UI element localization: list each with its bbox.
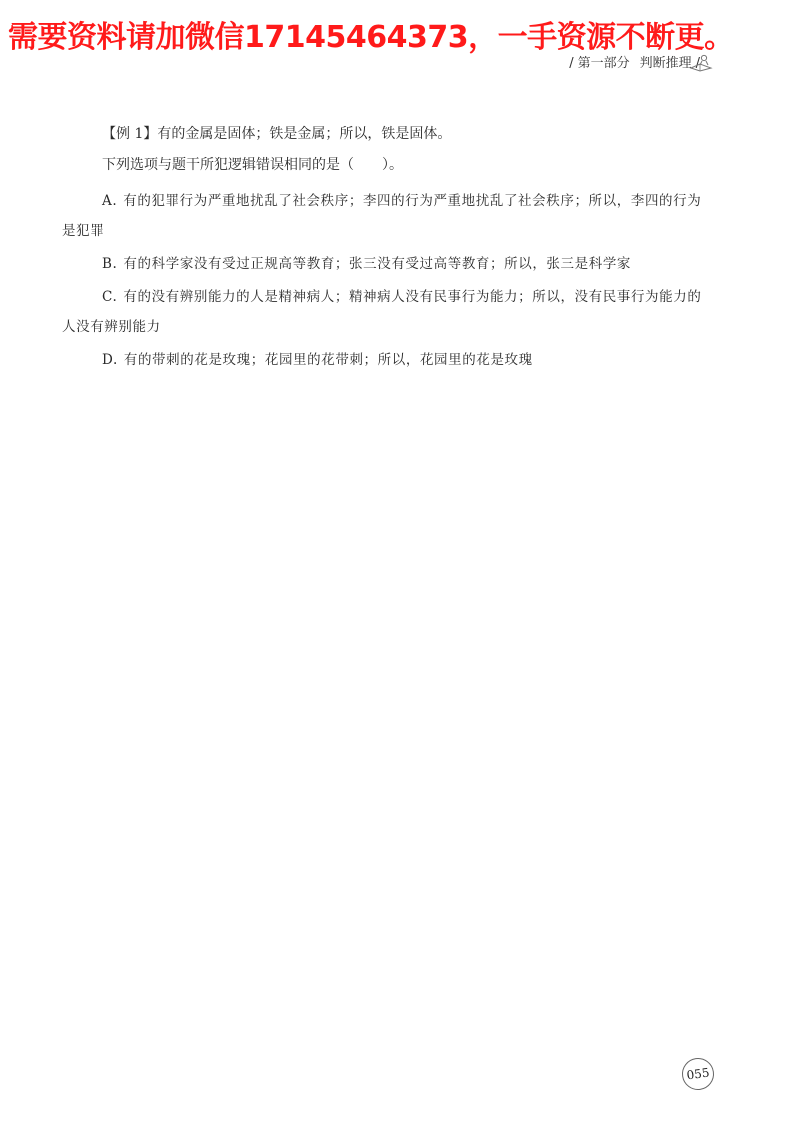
- option-d-text: 有的带刺的花是玫瑰；花园里的花带刺；所以，花园里的花是玫瑰: [123, 352, 533, 368]
- option-a-text: 有的犯罪行为严重地扰乱了社会秩序；李四的行为严重地扰乱了社会秩序；所以，李四的行为是犯罪: [62, 193, 702, 239]
- option-c-text: 有的没有辨别能力的人是精神病人；精神病人没有民事行为能力；所以，没有民事行为能力的人没有辨别能力: [62, 289, 702, 335]
- option-a: [62, 186, 712, 246]
- running-head-part: 第一部分: [577, 56, 630, 71]
- page-number: 055: [680, 1056, 716, 1092]
- running-head-slash-left: /: [569, 56, 574, 71]
- reading-figure-icon: [688, 53, 714, 73]
- option-a-label: A.: [102, 193, 118, 209]
- option-list: [62, 186, 712, 375]
- example-label: 【例 1】: [102, 126, 158, 142]
- option-d: [62, 345, 712, 375]
- option-b-text: 有的科学家没有受过正规高等教育；张三没有受过高等教育；所以，张三是科学家: [123, 256, 632, 272]
- example-premise: [62, 124, 712, 144]
- question-block: [62, 124, 712, 378]
- option-b: [62, 249, 712, 279]
- running-head: [565, 52, 704, 71]
- option-b-label: B.: [102, 256, 118, 272]
- example-premise-text: 有的金属是固体；铁是金属；所以，铁是固体。: [157, 126, 452, 142]
- option-d-label: D.: [102, 352, 118, 368]
- running-head-slash-right: /: [695, 56, 700, 71]
- option-c-label: C.: [102, 289, 118, 305]
- example-question: 下列选项与题干所犯逻辑错误相同的是（ ）。: [102, 157, 403, 173]
- watermark-banner: 需要资料请加微信17145464373，一手资源不断更。: [8, 20, 734, 55]
- running-head-section: 判断推理: [639, 56, 692, 71]
- option-c: [62, 282, 712, 342]
